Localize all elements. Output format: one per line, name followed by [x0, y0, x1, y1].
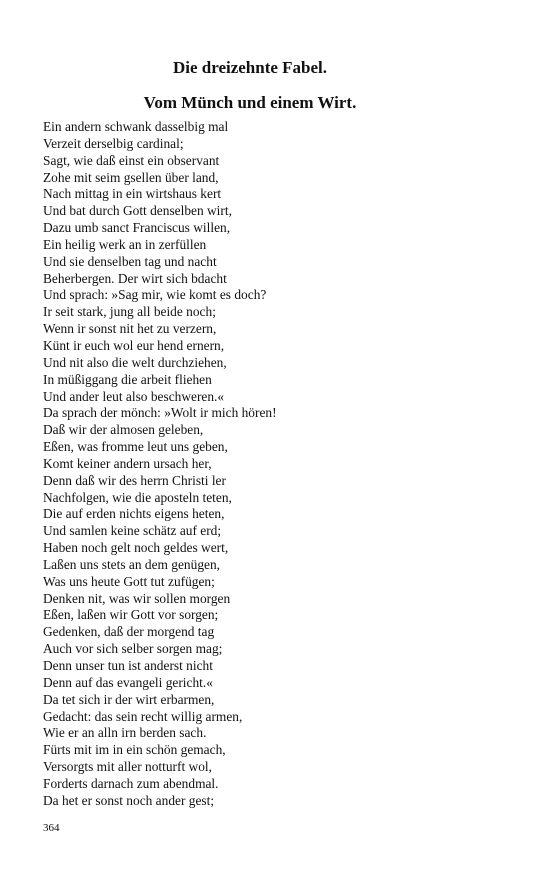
page-number: 364 [43, 822, 60, 834]
verse-line: Die auf erden nichts eigens heten, [43, 506, 225, 522]
verse-line: Denn auf das evangeli gericht.« [43, 674, 213, 690]
verse-line: Dazu umb sanct Franciscus willen, [43, 220, 231, 236]
verse-line: Ir seit stark, jung all beide noch; [43, 304, 216, 320]
verse-line: Und samlen keine schätz auf erd; [43, 523, 222, 539]
verse-line: Denn unser tun ist anderst nicht [43, 658, 213, 673]
verse-line: Haben noch gelt noch geldes wert, [43, 540, 229, 556]
verse-line: Und sie denselben tag und nacht [43, 253, 217, 269]
verse-line: Forderts darnach zum abendmal. [43, 775, 219, 791]
verse-line: Und ander leut also beschweren.« [43, 388, 225, 404]
verse-line: Versorgts mit aller notturft wol, [43, 759, 212, 775]
verse-line: Denn daß wir des herrn Christi ler [43, 472, 226, 488]
verse-line: Ein heilig werk an in zerfüllen [43, 236, 207, 252]
verse-line: Und bat durch Gott denselben wirt, [43, 203, 232, 219]
verse-line: Da sprach der mönch: »Wolt ir mich hören! [43, 405, 277, 421]
verse-line: Zohe mit seim gsellen über land, [43, 169, 219, 185]
verse-line: Daß wir der almosen geleben, [43, 422, 204, 438]
fable-title: Die dreizehnte Fabel. [172, 58, 328, 77]
verse-line: Und sprach: »Sag mir, wie komt es doch? [43, 287, 267, 303]
verse-line: Nach mittag in ein wirtshaus kert [43, 186, 222, 202]
verse-line: Gedacht: das sein recht willig armen, [43, 708, 243, 724]
verse-line: Fürts mit im in ein schön gemach, [43, 742, 226, 758]
verse-line: Wie er an alln irn berden sach. [43, 725, 207, 741]
verse-line: Verzeit derselbig cardinal; [43, 135, 184, 151]
verse-block [43, 119, 277, 810]
verse-line: Sagt, wie daß einst ein observant [43, 152, 220, 168]
verse-line: Ein andern schwank dasselbig mal [43, 119, 229, 134]
verse-line: In müßiggang die arbeit fliehen [43, 371, 212, 387]
verse-line: Gedenken, daß der morgend tag [43, 624, 215, 640]
verse-line: Auch vor sich selber sorgen mag; [43, 641, 223, 657]
verse-line: Da het er sonst noch ander gest; [43, 792, 215, 808]
verse-line: Beherbergen. Der wirt sich bdacht [43, 270, 227, 286]
verse-line: Wenn ir sonst nit het zu verzern, [43, 321, 217, 337]
verse-line: Eßen, was fromme leut uns geben, [43, 439, 228, 455]
verse-line: Künt ir euch wol eur hend ernern, [43, 337, 225, 353]
verse-line: Und nit also die welt durchziehen, [43, 354, 227, 370]
verse-line: Da tet sich ir der wirt erbarmen, [43, 691, 215, 707]
verse-line: Denken nit, was wir sollen morgen [43, 590, 231, 606]
verse-line: Laßen uns stets an dem genügen, [43, 556, 221, 572]
verse-line: Was uns heute Gott tut zufügen; [43, 573, 215, 589]
verse-line: Nachfolgen, wie die aposteln teten, [43, 489, 232, 505]
fable-subtitle: Vom Münch und einem Wirt. [143, 93, 357, 112]
verse-line: Eßen, laßen wir Gott vor sorgen; [43, 607, 219, 623]
verse-line: Komt keiner andern ursach her, [43, 455, 212, 471]
